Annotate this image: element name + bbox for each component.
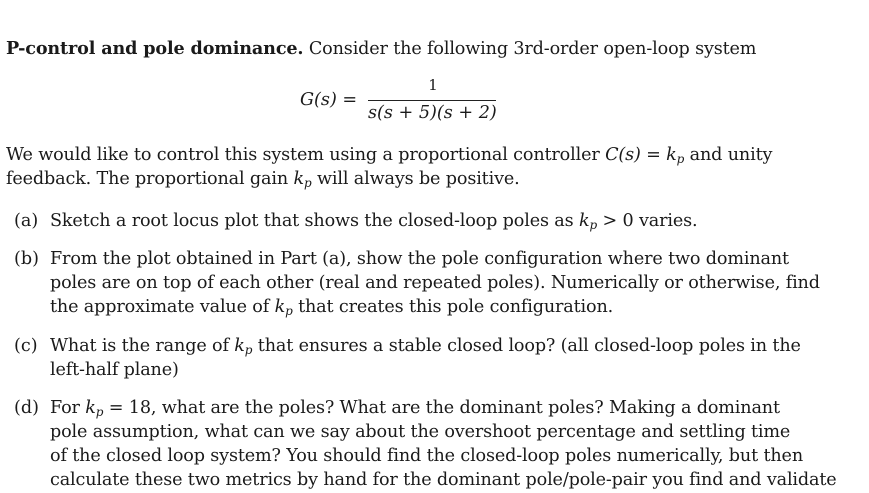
paragraph-math-subscript: p (676, 152, 685, 166)
question-b-label: (b) (14, 249, 39, 269)
paragraph-text: feedback. The proportional gain (6, 169, 294, 189)
problem-title: P-control and pole dominance. (6, 38, 304, 59)
question-d-line-1 (50, 397, 780, 423)
question-a-label: (a) (14, 211, 39, 231)
question-c-line-1 (50, 335, 801, 361)
paragraph-line-1 (6, 144, 772, 170)
question-d-line-2: pole assumption, what can we say about the overshoot percentage and settling time (50, 422, 791, 442)
question-math-subscript: p (285, 304, 293, 318)
question-math: k (85, 398, 96, 418)
question-d-label: (d) (14, 398, 39, 418)
problem-heading-line (6, 38, 756, 60)
equation-denominator: s(s + 5)(s + 2) (368, 103, 497, 123)
question-b-line-2: poles are on top of each other (real and repeated poles). Numerically or otherwise, find (50, 273, 820, 293)
question-b-line-1: From the plot obtained in Part (a), show the pole configuration where two dominant (50, 249, 789, 269)
paragraph-math: k (293, 169, 304, 189)
paragraph-math: C(s) = k (605, 145, 677, 165)
equation-numerator: 1 (428, 76, 438, 94)
question-c-label: (c) (14, 336, 38, 356)
question-math-subscript: p (589, 218, 597, 232)
question-text: What is the range of (50, 336, 235, 356)
question-b-line-3 (50, 296, 613, 322)
question-math-subscript: p (244, 343, 253, 357)
problem-intro: Consider the following 3rd-order open-loop system (308, 39, 757, 59)
question-text: Sketch a root locus plot that shows the closed-loop poles as (50, 211, 579, 231)
paragraph-text: and unity (684, 145, 773, 165)
question-text: the approximate value of (50, 297, 275, 317)
question-text: > 0 varies. (597, 211, 698, 231)
question-math: k (274, 297, 286, 317)
paragraph-text: We would like to control this system using a proportional controller (6, 145, 606, 165)
question-text: that creates this pole configuration. (292, 297, 614, 317)
question-math: k (578, 211, 590, 231)
transfer-function-equation (300, 74, 530, 128)
question-text: that ensures a stable closed loop? (all closed-loop poles in the (252, 336, 801, 356)
question-text: = 18, what are the poles? What are the dominant poles? Making a dominant (103, 398, 780, 418)
question-math: k (234, 336, 245, 356)
fraction-bar (368, 100, 496, 101)
question-c-line-2: left-half plane) (50, 360, 179, 380)
question-text: For (50, 398, 86, 418)
paragraph-math-subscript: p (304, 176, 312, 190)
question-math-subscript: p (95, 405, 104, 419)
question-d-line-3: of the closed loop system? You should find the closed-loop poles numerically, but then (50, 446, 804, 466)
equation-lhs: G(s) = (300, 90, 358, 110)
question-a-line-1 (50, 210, 697, 236)
paragraph-text: will always be positive. (311, 169, 520, 189)
paragraph-line-2 (6, 168, 520, 194)
question-d-line-4: calculate these two metrics by hand for the dominant pole/pole-pair you find and validate (50, 470, 837, 490)
